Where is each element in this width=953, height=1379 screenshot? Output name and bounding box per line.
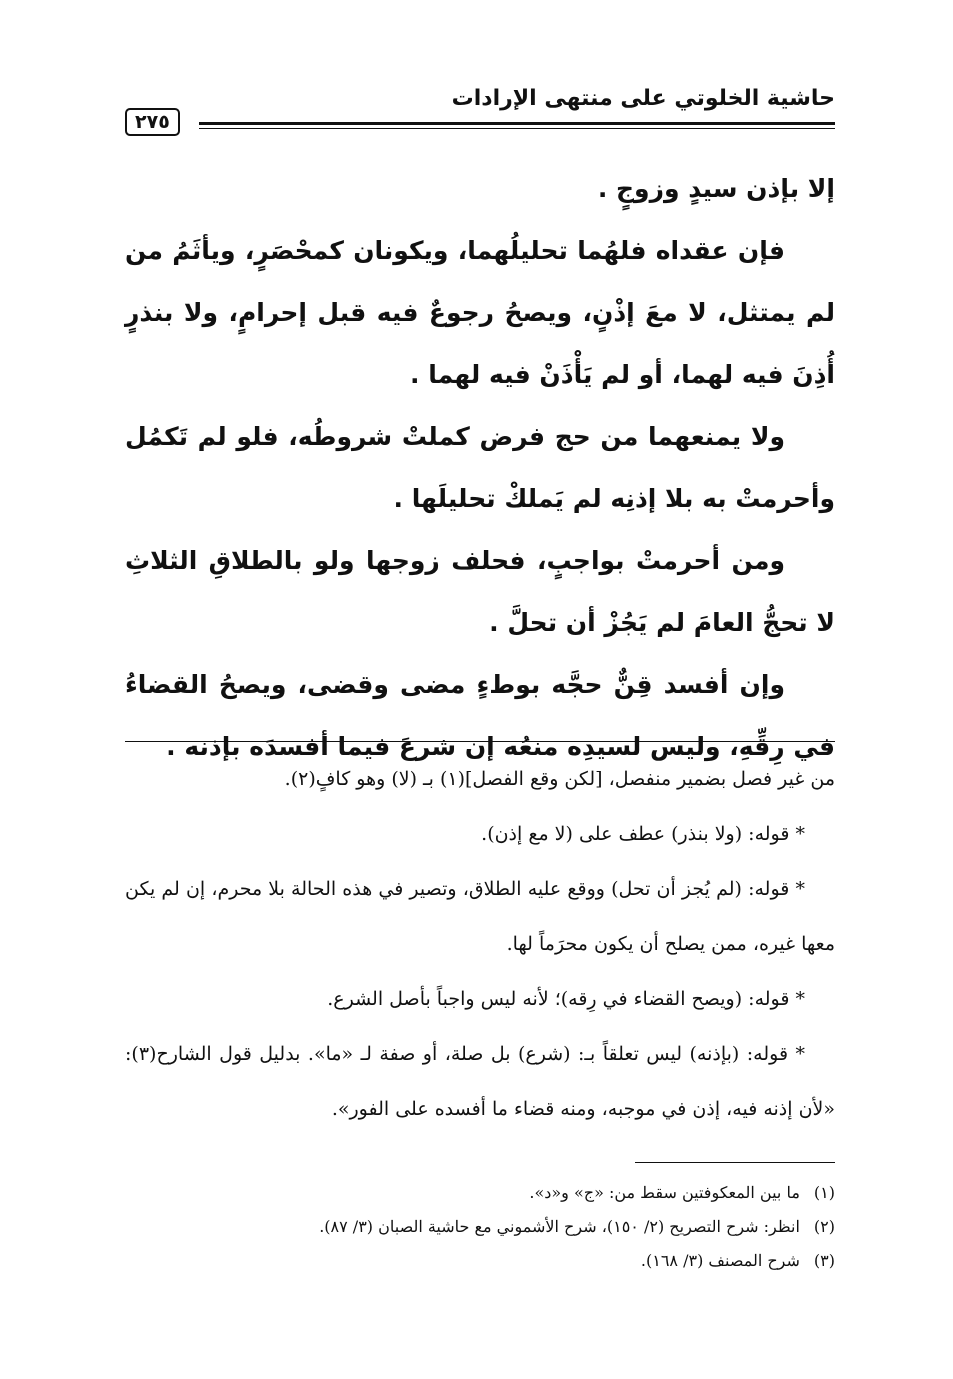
footnote-text: ما بين المعكوفتين سقط من: «ج» و«د».	[529, 1183, 800, 1202]
main-commentary-divider	[125, 741, 835, 742]
commentary-text	[125, 752, 835, 1137]
footnote	[125, 1176, 835, 1210]
page-number: ٢٧٥	[125, 108, 180, 136]
footnote-text: شرح المصنف (٣/ ١٦٨).	[640, 1251, 800, 1270]
commentary-paragraph: * قوله: (لم يُجز أن تحل) ووقع عليه الطلاق، وتصير في هذه الحالة بلا محرم، إن لم يكن معها غيره، ممن يصلح أن يكون محرَماً لها.	[125, 878, 835, 955]
running-title: حاشية الخلوتي على منتهى الإرادات	[451, 86, 835, 111]
footnote-rule	[635, 1162, 835, 1163]
footnote-text: انظر: شرح التصريح (٢/ ١٥٠)، شرح الأشموني مع حاشية الصبان (٣/ ٨٧).	[319, 1217, 800, 1236]
main-paragraph: إلا بإذن سيدٍ وزوجٍ .	[597, 174, 835, 203]
main-paragraph: وإن أفسد قِنٌّ حجَّه بوطءٍ مضى وقضى، ويصحُ القضاءُ في رِقِّهِ، وليس لسيدِه منعُه إن شرعَ فيما أفسدَه بإذنه .	[125, 670, 835, 761]
footnote-number: (٢)	[813, 1217, 835, 1236]
footnote-number: (٣)	[813, 1251, 835, 1270]
footnote	[125, 1210, 835, 1244]
main-paragraph: ومن أحرمتْ بواجبٍ، فحلف زوجها ولو بالطلاقِ الثلاثِ لا تحجُّ العامَ لم يَجُزْ أن تحلَّ .	[125, 546, 835, 637]
page-header	[125, 86, 835, 134]
footnote-number: (١)	[813, 1183, 835, 1202]
main-paragraph: فإن عقداه فلهُما تحليلُهما، ويكونان كمحْصَرٍ، ويأثَمُ من لم يمتثل، لا معَ إذْنٍ، ويصحُ رجوعٌ فيه قبل إحرامٍ، ولا بنذرٍ أُذِنَ فيه لهما، أو لم يَأْذَنْ فيه لهما .	[125, 236, 835, 389]
commentary-paragraph: من غير فصل بضمير منفصل، [لكن وقع الفصل](١) بـ (لا) وهو كافٍ(٢).	[284, 768, 835, 790]
header-rule	[199, 122, 835, 129]
footnote	[125, 1244, 835, 1278]
footnotes	[125, 1176, 835, 1278]
main-text	[125, 158, 835, 778]
commentary-paragraph: * قوله: (بإذنه) ليس تعلقاً بـ: (شرع) بل صلة، أو صفة لـ «ما». بدليل قول الشارح(٣): «لأن إذنه فيه، إذن في موجبه، ومنه قضاء ما أفسده على الفور».	[125, 1043, 835, 1120]
commentary-paragraph: * قوله: (ولا بنذر) عطف على (لا مع إذن).	[481, 823, 805, 845]
commentary-paragraph: * قوله: (ويصح القضاء في رِقه)؛ لأنه ليس واجباً بأصل الشرع.	[327, 988, 805, 1010]
main-paragraph: ولا يمنعهما من حج فرض كملتْ شروطُه، فلو لم تَكمُل وأحرمتْ به بلا إذنِه لم يَملكْ تحليلَها .	[125, 422, 835, 513]
